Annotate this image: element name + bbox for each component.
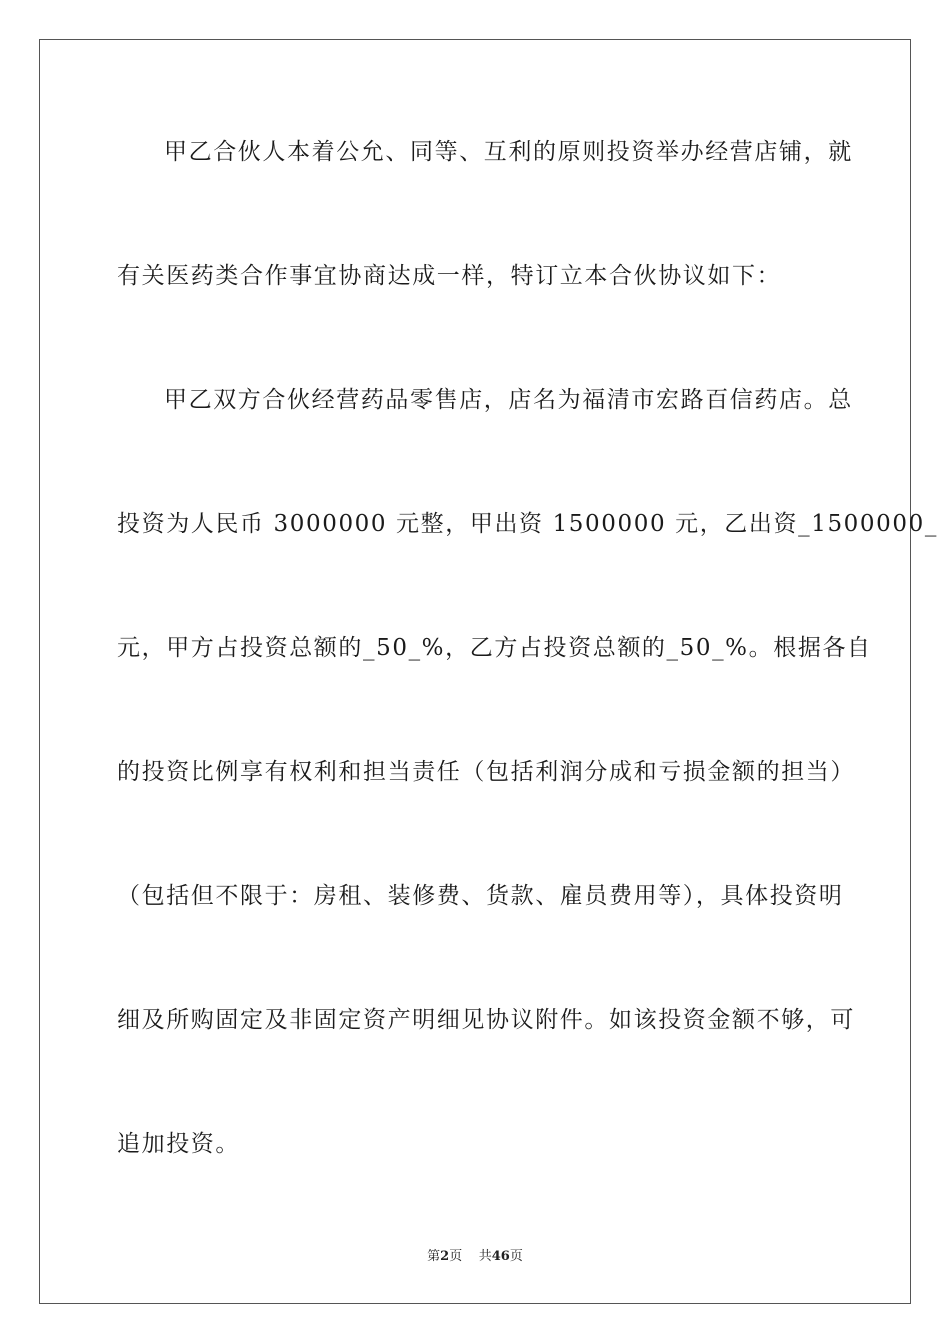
paragraph-2-line-6: 细及所购固定及非固定资产明细见协议附件。如该投资金额不够，可	[117, 1007, 855, 1033]
page-footer	[0, 1248, 950, 1266]
page-frame	[39, 39, 938, 1304]
footer-total-pages: 46	[491, 1249, 510, 1264]
paragraph-2-line-7: 追加投资。	[117, 1131, 240, 1157]
paragraph-1-line-2: 有关医药类合作事宜协商达成一样，特订立本合伙协议如下：	[117, 263, 782, 289]
footer-page-number: 2	[440, 1249, 450, 1264]
paragraph-2-line-1: 甲乙双方合伙经营药品零售店，店名为福清市宏路百信药店。总	[164, 387, 853, 413]
footer-total-prefix: 共	[478, 1249, 492, 1264]
footer-page-suffix: 页	[449, 1249, 463, 1264]
footer-total-suffix: 页	[509, 1249, 523, 1264]
paragraph-1-line-1: 甲乙合伙人本着公允、同等、互利的原则投资举办经营店铺，就	[164, 139, 853, 165]
paragraph-2-line-3: 元，甲方占投资总额的_50_%，乙方占投资总额的_50_%。根据各自	[117, 635, 872, 661]
footer-page-prefix: 第	[427, 1249, 441, 1264]
paragraph-2-line-5: （包括但不限于：房租、装修费、货款、雇员费用等），具体投资明	[117, 883, 844, 909]
paragraph-2-line-4: 的投资比例享有权利和担当责任（包括利润分成和亏损金额的担当）	[117, 759, 855, 785]
paragraph-2-line-2: 投资为人民币 3000000 元整，甲出资 1500000 元，乙出资_1500000_	[117, 511, 938, 537]
